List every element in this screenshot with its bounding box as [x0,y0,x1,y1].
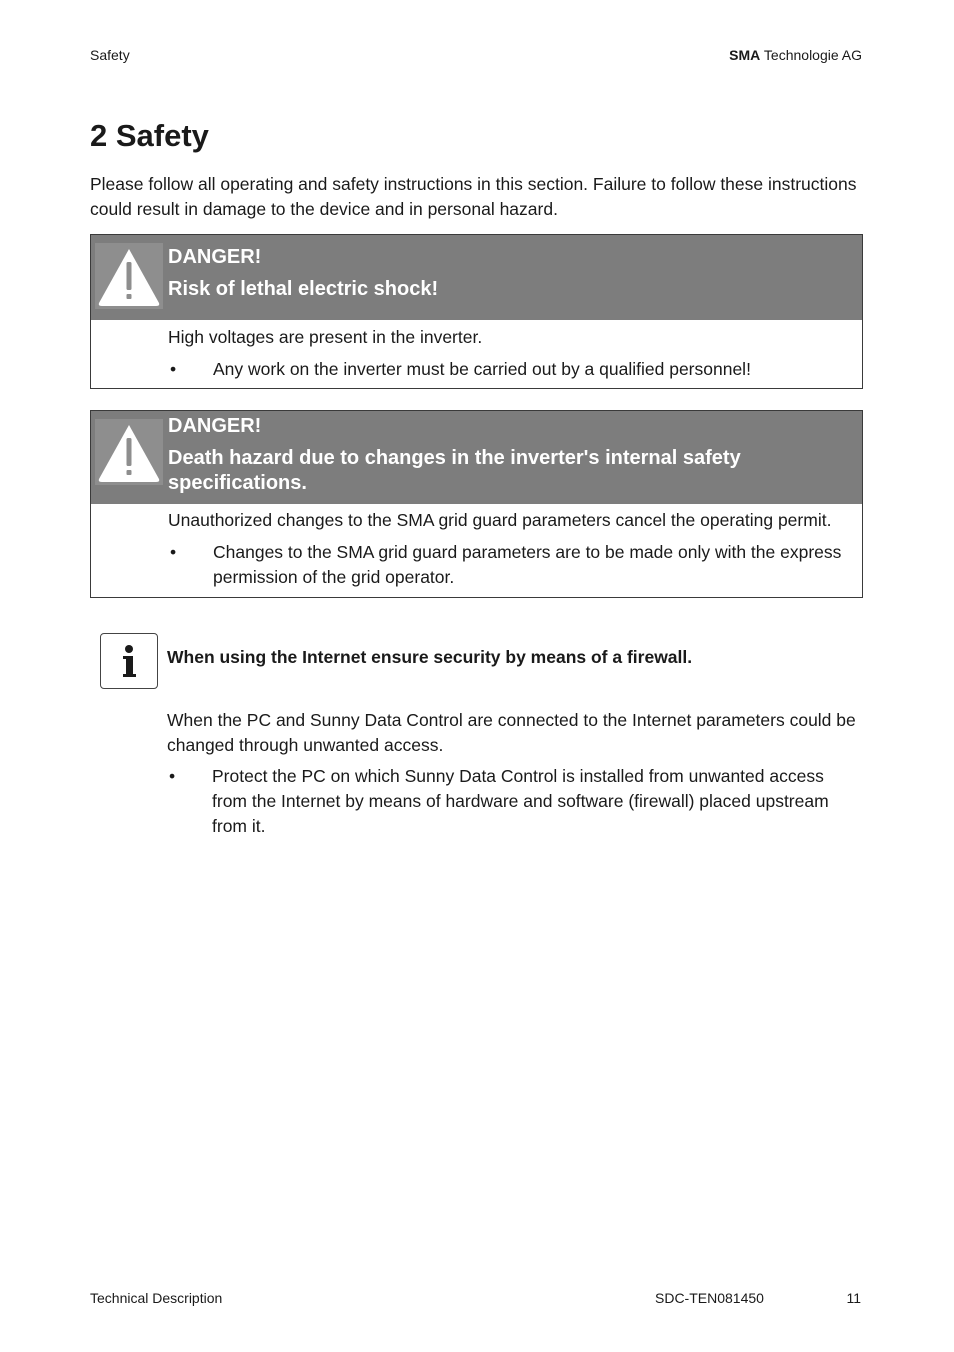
danger-title: Risk of lethal electric shock! [168,278,439,300]
bullet-text: Changes to the SMA grid guard parameters are to be made only with the express permission of the grid operator. [213,542,842,587]
info-icon [100,633,158,689]
intro-paragraph: Please follow all operating and safety instructions in this section. Failure to follow these instructions could result in damage to the device and in personal hazard. [90,174,857,219]
bullet-item [168,540,862,590]
danger-box-electric-shock [90,234,863,389]
footer-doc-code: SDC-TEN081450 [655,1290,764,1306]
brand-name: SMA [729,47,761,63]
bullet-text: Protect the PC on which Sunny Data Control is installed from unwanted access from the Internet by means of hardware and software (firewall) placed upstream from it. [212,766,829,836]
info-title: When using the Internet ensure security by means of a firewall. [167,647,693,667]
bullet-text: Any work on the inverter must be carried out by a qualified personnel! [213,359,751,379]
warning-triangle-icon [95,419,163,485]
danger-text: High voltages are present in the inverter. [168,327,483,347]
danger-label: DANGER! [168,246,262,268]
running-header-company [729,47,862,63]
bullet-dot: • [170,359,177,379]
danger-text: Unauthorized changes to the SMA grid guard parameters cancel the operating permit. [168,510,832,530]
danger-body [91,320,862,388]
bullet-item [168,357,862,382]
page-number: 11 [846,1290,861,1306]
danger-title: Death hazard due to changes in the inverter's internal safety specifications. [168,447,741,494]
danger-header [91,235,862,320]
danger-box-safety-specifications [90,410,863,598]
page-title: 2 Safety [90,118,209,153]
danger-body [91,504,862,597]
danger-label: DANGER! [168,415,262,437]
info-text: When the PC and Sunny Data Control are connected to the Internet parameters could be changed through unwanted access. [167,710,856,755]
bullet-item [167,764,861,839]
running-header-section: Safety [90,47,130,63]
danger-header [91,411,862,504]
company-name: Technologie AG [760,47,862,63]
footer-doc-type: Technical Description [90,1290,223,1306]
bullet-dot: • [169,766,176,786]
info-body [167,708,861,839]
bullet-dot: • [170,542,177,562]
warning-triangle-icon [95,243,163,309]
